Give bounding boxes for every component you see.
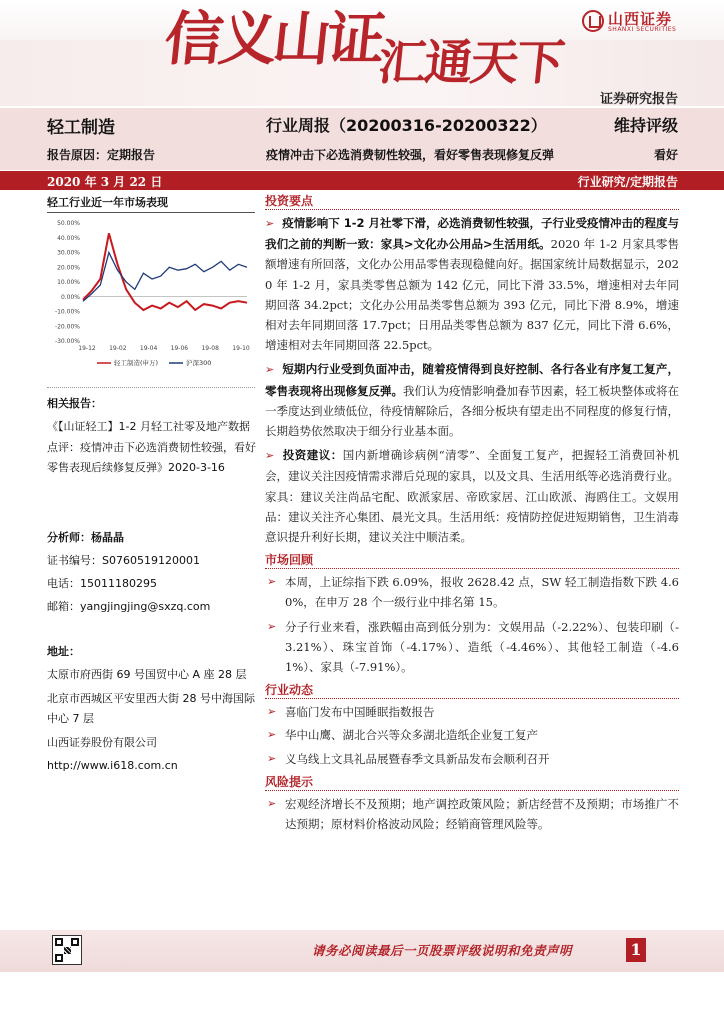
slogan-calligraphy <box>161 5 568 91</box>
analyst-email[interactable]: 邮箱：yangjingjing@sxzq.com <box>47 600 211 613</box>
report-title: 行业周报（20200316-20200322） <box>266 116 547 135</box>
x-tick-label: 19-12 <box>78 345 96 352</box>
chart-box <box>47 213 255 373</box>
news-item-1-text: 喜临门发布中国睡眠指数报告 <box>285 705 435 720</box>
rating: 维持评级 <box>613 116 678 135</box>
company-name: 山西证券股份有限公司 <box>47 735 157 749</box>
company-logo <box>582 8 702 36</box>
news-item-3 <box>265 749 679 769</box>
y-tick-label: -30.00% <box>54 338 80 345</box>
news-item-2-text: 华中山鹰、湖北合兴等众多湖北造纸企业复工复产 <box>285 728 538 743</box>
market-item-2 <box>265 617 679 678</box>
related-reports <box>47 392 257 479</box>
slogan-big: 信义山证 <box>161 5 385 73</box>
bullet-arrow-icon: ➢ <box>265 363 275 377</box>
y-tick-label: 10.00% <box>57 279 80 286</box>
analyst-name: 杨晶晶 <box>91 531 124 544</box>
highlight-3 <box>265 445 679 547</box>
company-url[interactable]: http://www.i618.com.cn <box>47 759 178 772</box>
address-info <box>47 640 257 777</box>
bullet-arrow-icon: ➢ <box>267 619 277 633</box>
report-type: 证券研究报告 <box>599 92 678 107</box>
industry-name: 轻工制造 <box>47 118 115 138</box>
market-item-1 <box>265 572 679 612</box>
x-tick-label: 19-08 <box>201 345 219 352</box>
analyst-phone: 电话：15011180295 <box>47 577 157 590</box>
report-category: 行业研究/定期报告 <box>577 175 678 189</box>
y-tick-label: -20.00% <box>54 323 80 331</box>
qr-code-icon[interactable] <box>52 935 82 965</box>
bullet-arrow-icon: ➢ <box>265 449 275 463</box>
highlight-2 <box>265 359 679 441</box>
y-tick-label: 0.00% <box>60 293 80 301</box>
risk-item-1 <box>265 794 679 834</box>
series-line-csi300 <box>83 253 247 302</box>
risk-item-1-text: 宏观经济增长不及预期；地产调控政策风险；新店经营不及预期；市场推广不达预期；原材料价格波动风险；经销商管理风险等。 <box>285 796 679 832</box>
market-item-1-text: 本周，上证综指下跌 6.09%，报收 2628.42 点，SW 轻工制造指数下跌 4.60%，在申万 28 个一级行业中排名第 15。 <box>285 575 679 610</box>
highlight-1-text: 2020 年 1-2 月家具零售额增速有所回落，文化办公用品零售表现稳健向好。据国家统计局数据显示，2020 年 1-2 月，家具类零售总额为 142 亿元，同比下滑 33.5%，增速相对去年同期回落 34.2pct；文化办公用品类零售总额为 393 亿元，同比下滑 8.9%，增速相对去年同期回落 17.7pct；日用品类零售总额为 837 亿元，同比下滑 6.6%，增速相对去年同期回落 22.5pct。 <box>265 237 679 353</box>
highlight-3-bold: 投资建议： <box>282 448 343 463</box>
rating-view: 看好 <box>653 148 678 162</box>
y-tick-label: 40.00% <box>57 234 80 242</box>
report-date: 2020 年 3 月 22 日 <box>47 175 163 189</box>
x-tick-label: 19-04 <box>139 345 158 352</box>
main-content <box>265 192 679 834</box>
x-tick-label: 19-10 <box>232 345 250 352</box>
news-item-1 <box>265 702 679 722</box>
logo-mark-icon <box>582 10 604 32</box>
left-divider <box>47 387 255 388</box>
analyst-info <box>47 526 257 618</box>
bullet-arrow-icon: ➢ <box>267 705 277 719</box>
address-beijing: 北京市西城区平安里西大街 28 号中海国际中心 7 层 <box>47 691 255 725</box>
x-tick-label: 19-06 <box>170 345 189 352</box>
report-reason: 报告原因：定期报告 <box>47 148 156 162</box>
logo-en: SHANXI SECURITIES <box>608 26 677 33</box>
address-taiyuan: 太原市府西街 69 号国贸中心 A 座 28 层 <box>47 668 247 681</box>
legend-label: 沪深300 <box>186 359 212 367</box>
bullet-arrow-icon: ➢ <box>265 217 275 230</box>
section-heading-highlights: 投资要点 <box>265 192 679 210</box>
header-banner <box>0 0 724 106</box>
news-item-3-text: 义乌线上文具礼品展暨春季文具新品发布会顺利召开 <box>285 751 550 766</box>
x-tick-label: 19-02 <box>109 345 127 352</box>
logo-cn: 山西证券 <box>608 10 673 28</box>
section-heading-news: 行业动态 <box>265 681 679 699</box>
y-tick-label: 50.00% <box>57 220 80 227</box>
highlight-2-text: 我们认为疫情影响叠加春节因素，轻工板块整体或将在一季度达到业绩低位，待疫情解除后，各细分板块有望走出不同程度的修复行情，长期趋势依然取决于细分行业基本面。 <box>265 383 679 439</box>
related-report-link[interactable]: 《【山证轻工】1-2 月轻工社零及地产数据点评：疫情冲击下必选消费韧性较强，看好零售表现后续修复反弹》2020-3-16 <box>47 420 256 474</box>
highlight-1-bold: 疫情影响下 1-2 月社零下滑，必选消费韧性较强，子行业受疫情冲击的程度与我们之前的判断一致：家具>文化办公用品>生活用纸。 <box>265 216 679 252</box>
news-item-2 <box>265 725 679 745</box>
slogan-small: 汇通天下 <box>375 35 566 91</box>
chart-title: 轻工行业近一年市场表现 <box>47 194 255 213</box>
bullet-arrow-icon: ➢ <box>267 751 277 765</box>
page-number: 1 <box>626 938 646 962</box>
highlight-1 <box>265 213 679 355</box>
y-tick-label: 30.00% <box>57 249 80 257</box>
disclaimer[interactable]: 请务必阅读最后一页股票评级说明和免责声明 <box>312 943 573 958</box>
legend-label: 轻工制造(申万) <box>114 359 159 367</box>
market-item-2-text: 分子行业来看，涨跌幅由高到低分别为：文娱用品（-2.22%）、包装印刷（-3.21%）、珠宝首饰（-4.17%）、造纸（-4.46%）、其他轻工制造（-4.61%）、家具（-7.91%）。 <box>285 619 679 675</box>
y-tick-label: 20.00% <box>57 264 80 272</box>
bullet-arrow-icon: ➢ <box>267 728 277 742</box>
left-column <box>47 194 255 373</box>
highlight-2-bold: 短期内行业受到负面冲击，随着疫情得到良好控制、各行各业有序复工复产，零售表现将出现修复反弹。 <box>265 362 679 398</box>
performance-chart <box>47 213 255 373</box>
y-tick-label: -10.00% <box>54 308 80 316</box>
report-subtitle: 疫情冲击下必选消费韧性较强，看好零售表现修复反弹 <box>266 148 555 162</box>
section-heading-market: 市场回顾 <box>265 551 679 569</box>
date-bar <box>0 171 724 190</box>
address-heading: 地址： <box>47 645 80 658</box>
cert-number: 证书编号：S0760519120001 <box>47 554 200 567</box>
highlight-3-text: 国内新增确诊病例“清零”、全面复工复产，把握轻工消费回补机会，建议关注因疫情需求滞后兑现的家具，以及文具、生活用纸等必选消费行业。家具：建议关注尚品宅配、欧派家居、帝欧家居、江山欧派、海鸥住工。文娱用品：建议关注齐心集团、晨光文具。生活用纸：疫情防控促进短期销售，卫生消毒意识提升利好长期，建议关注中顺洁柔。 <box>265 448 680 545</box>
bullet-arrow-icon: ➢ <box>267 575 277 589</box>
analyst-label: 分析师： <box>47 531 91 544</box>
section-heading-risk: 风险提示 <box>265 773 679 791</box>
related-heading: 相关报告： <box>47 397 102 410</box>
bullet-arrow-icon: ➢ <box>267 796 277 810</box>
